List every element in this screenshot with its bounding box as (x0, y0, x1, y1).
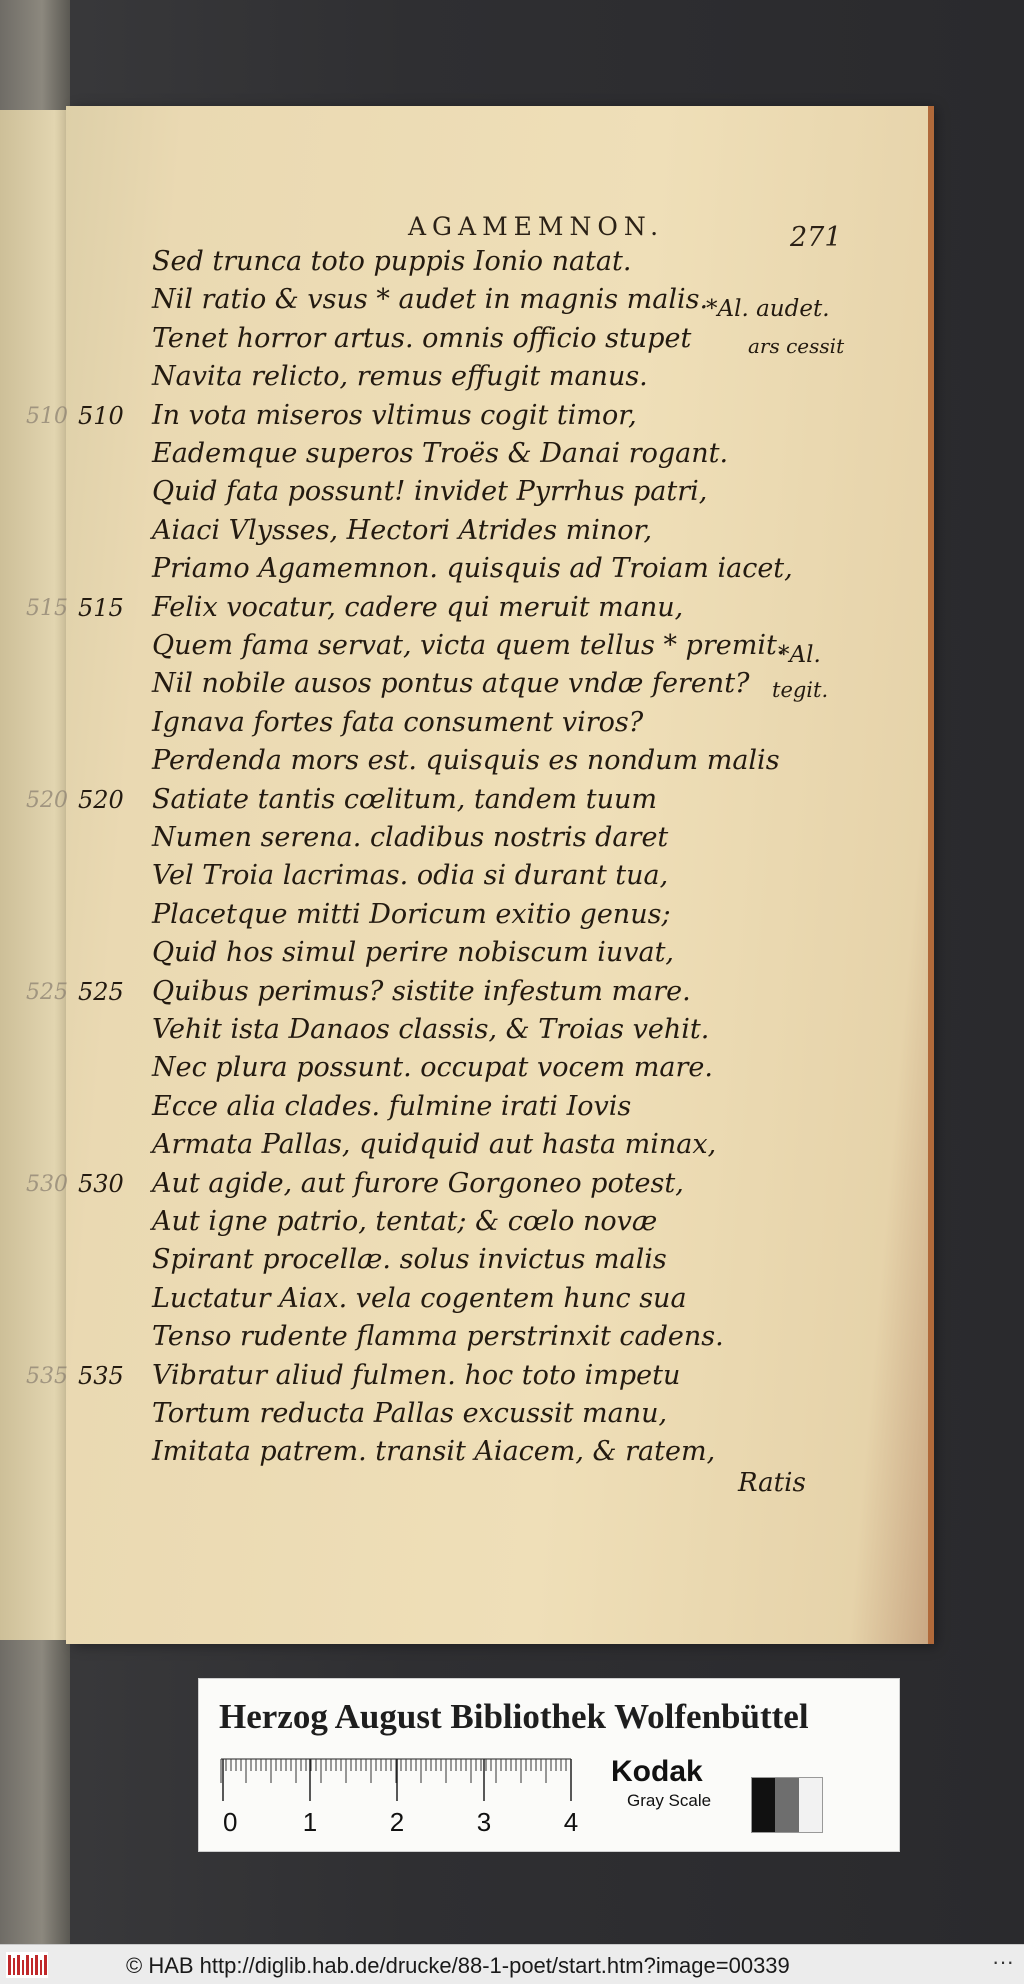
ruler-label: 1 (302, 1807, 318, 1837)
running-head: AGAMEMNON. (408, 212, 665, 241)
verse-line: Navita relicto, remus effugit manus. (152, 361, 648, 393)
verse-line: Aiaci Vlysses, Hectori Atrides minor, (152, 514, 653, 546)
verse-line: Priamo Agamemnon. quisquis ad Troiam iacet, (152, 553, 793, 585)
verse-line: Placetque mitti Doricum exitio genus; (152, 898, 671, 930)
ruler-label: 3 (476, 1807, 492, 1837)
verse-line: Quibus perimus? sistite infestum mare. (152, 975, 691, 1007)
footer-bar (0, 1944, 1024, 1984)
verse-line: Tenet horror artus. omnis officio stupet (152, 322, 692, 354)
book-page (26, 106, 928, 1644)
line-number: 525 (78, 977, 124, 1006)
verse-line: Eademque superos Troës & Danai rogant. (152, 438, 729, 469)
line-number: 515 (78, 593, 124, 622)
ruler-label: 0 (223, 1807, 238, 1837)
folio-number: 271 (790, 222, 842, 253)
verse-line: Vehit ista Danaos classis, & Troias vehit. (152, 1014, 710, 1045)
bleed-through-number: 520 (26, 787, 68, 813)
verse-line: Aut igne patrio, tentat; & cœlo novæ (152, 1206, 658, 1237)
verse-line: Nil ratio & vsus * audet in magnis malis. (152, 284, 709, 316)
line-number: 520 (78, 785, 124, 814)
verse-line: Imitata patrem. transit Aiacem, & ratem, (152, 1436, 716, 1468)
marginal-note-1a: *Al. audet. (706, 296, 830, 322)
verse-line: Quem fama servat, victa quem tellus * premit. (152, 630, 786, 661)
verse-line: Armata Pallas, quidquid aut hasta minax, (152, 1129, 717, 1161)
catchword: Ratis (738, 1468, 806, 1498)
verse-line: Ecce alia clades. fulmine irati Iovis (152, 1090, 632, 1122)
verse-line: Tenso rudente flamma perstrinxit cadens. (152, 1321, 724, 1353)
more-menu-icon[interactable]: ··· (992, 1949, 1014, 1974)
bleed-through-number: 535 (26, 1363, 68, 1389)
marginal-note-1b: ars cessit (748, 334, 845, 358)
verse-line: Spirant procellæ. solus invictus malis (152, 1244, 667, 1276)
bleed-through-number: 525 (26, 979, 68, 1005)
line-number: 535 (78, 1361, 124, 1390)
verse-line: Nil nobile ausos pontus atque vndæ ferent? (152, 668, 750, 700)
verse-line: Felix vocatur, cadere qui meruit manu, (152, 591, 684, 623)
verse-line: Quid fata possunt! invidet Pyrrhus patri, (152, 476, 708, 508)
gray-swatch (751, 1777, 823, 1833)
verse-line: Aut agide, aut furore Gorgoneo potest, (152, 1167, 684, 1199)
verse-line: Vibratur aliud fulmen. hoc toto impetu (152, 1359, 681, 1391)
copyright-url-link[interactable]: © HAB http://diglib.hab.de/drucke/88-1-poet/start.htm?image=00339 (126, 1953, 790, 1978)
verse-line: Satiate tantis cœlitum, tandem tuum (152, 783, 657, 815)
verse-line: Vel Troia lacrimas. odia si durant tua, (152, 860, 669, 892)
verse-line: Tortum reducta Pallas excussit manu, (152, 1398, 668, 1429)
line-number: 510 (78, 401, 124, 430)
verse-line: Quid hos simul perire nobiscum iuvat, (152, 937, 675, 969)
bleed-through-number: 515 (26, 595, 68, 621)
marginal-note-2b: tegit. (772, 678, 829, 702)
library-title: Herzog August Bibliothek Wolfenbüttel (219, 1697, 809, 1736)
kodak-logo: Kodak (611, 1755, 703, 1788)
measuring-ruler (221, 1757, 579, 1837)
bleed-through-number: 510 (26, 403, 68, 429)
verse-line: Luctatur Aiax. vela cogentem hunc sua (152, 1282, 687, 1314)
ruler-label: 2 (389, 1807, 405, 1837)
line-number: 530 (78, 1169, 124, 1198)
ruler-label: 4 (563, 1807, 579, 1837)
verse-line: Numen serena. cladibus nostris daret (152, 822, 669, 853)
verse-line: Perdenda mors est. quisquis es nondum malis (152, 745, 780, 777)
bleed-through-number: 530 (26, 1171, 68, 1197)
verse-line: Sed trunca toto puppis Ionio natat. (152, 246, 632, 277)
gray-scale-label: Gray Scale (627, 1791, 712, 1810)
marginal-note-2a: *Al. (778, 642, 821, 668)
hab-logo-icon (6, 1952, 48, 1978)
color-reference-card (198, 1678, 900, 1852)
page-red-edge (928, 106, 934, 1644)
verse-line: Nec plura possunt. occupat vocem mare. (152, 1052, 713, 1084)
verse-line: In vota miseros vltimus cogit timor, (152, 399, 637, 431)
verse-line: Ignava fortes fata consument viros? (152, 706, 644, 738)
